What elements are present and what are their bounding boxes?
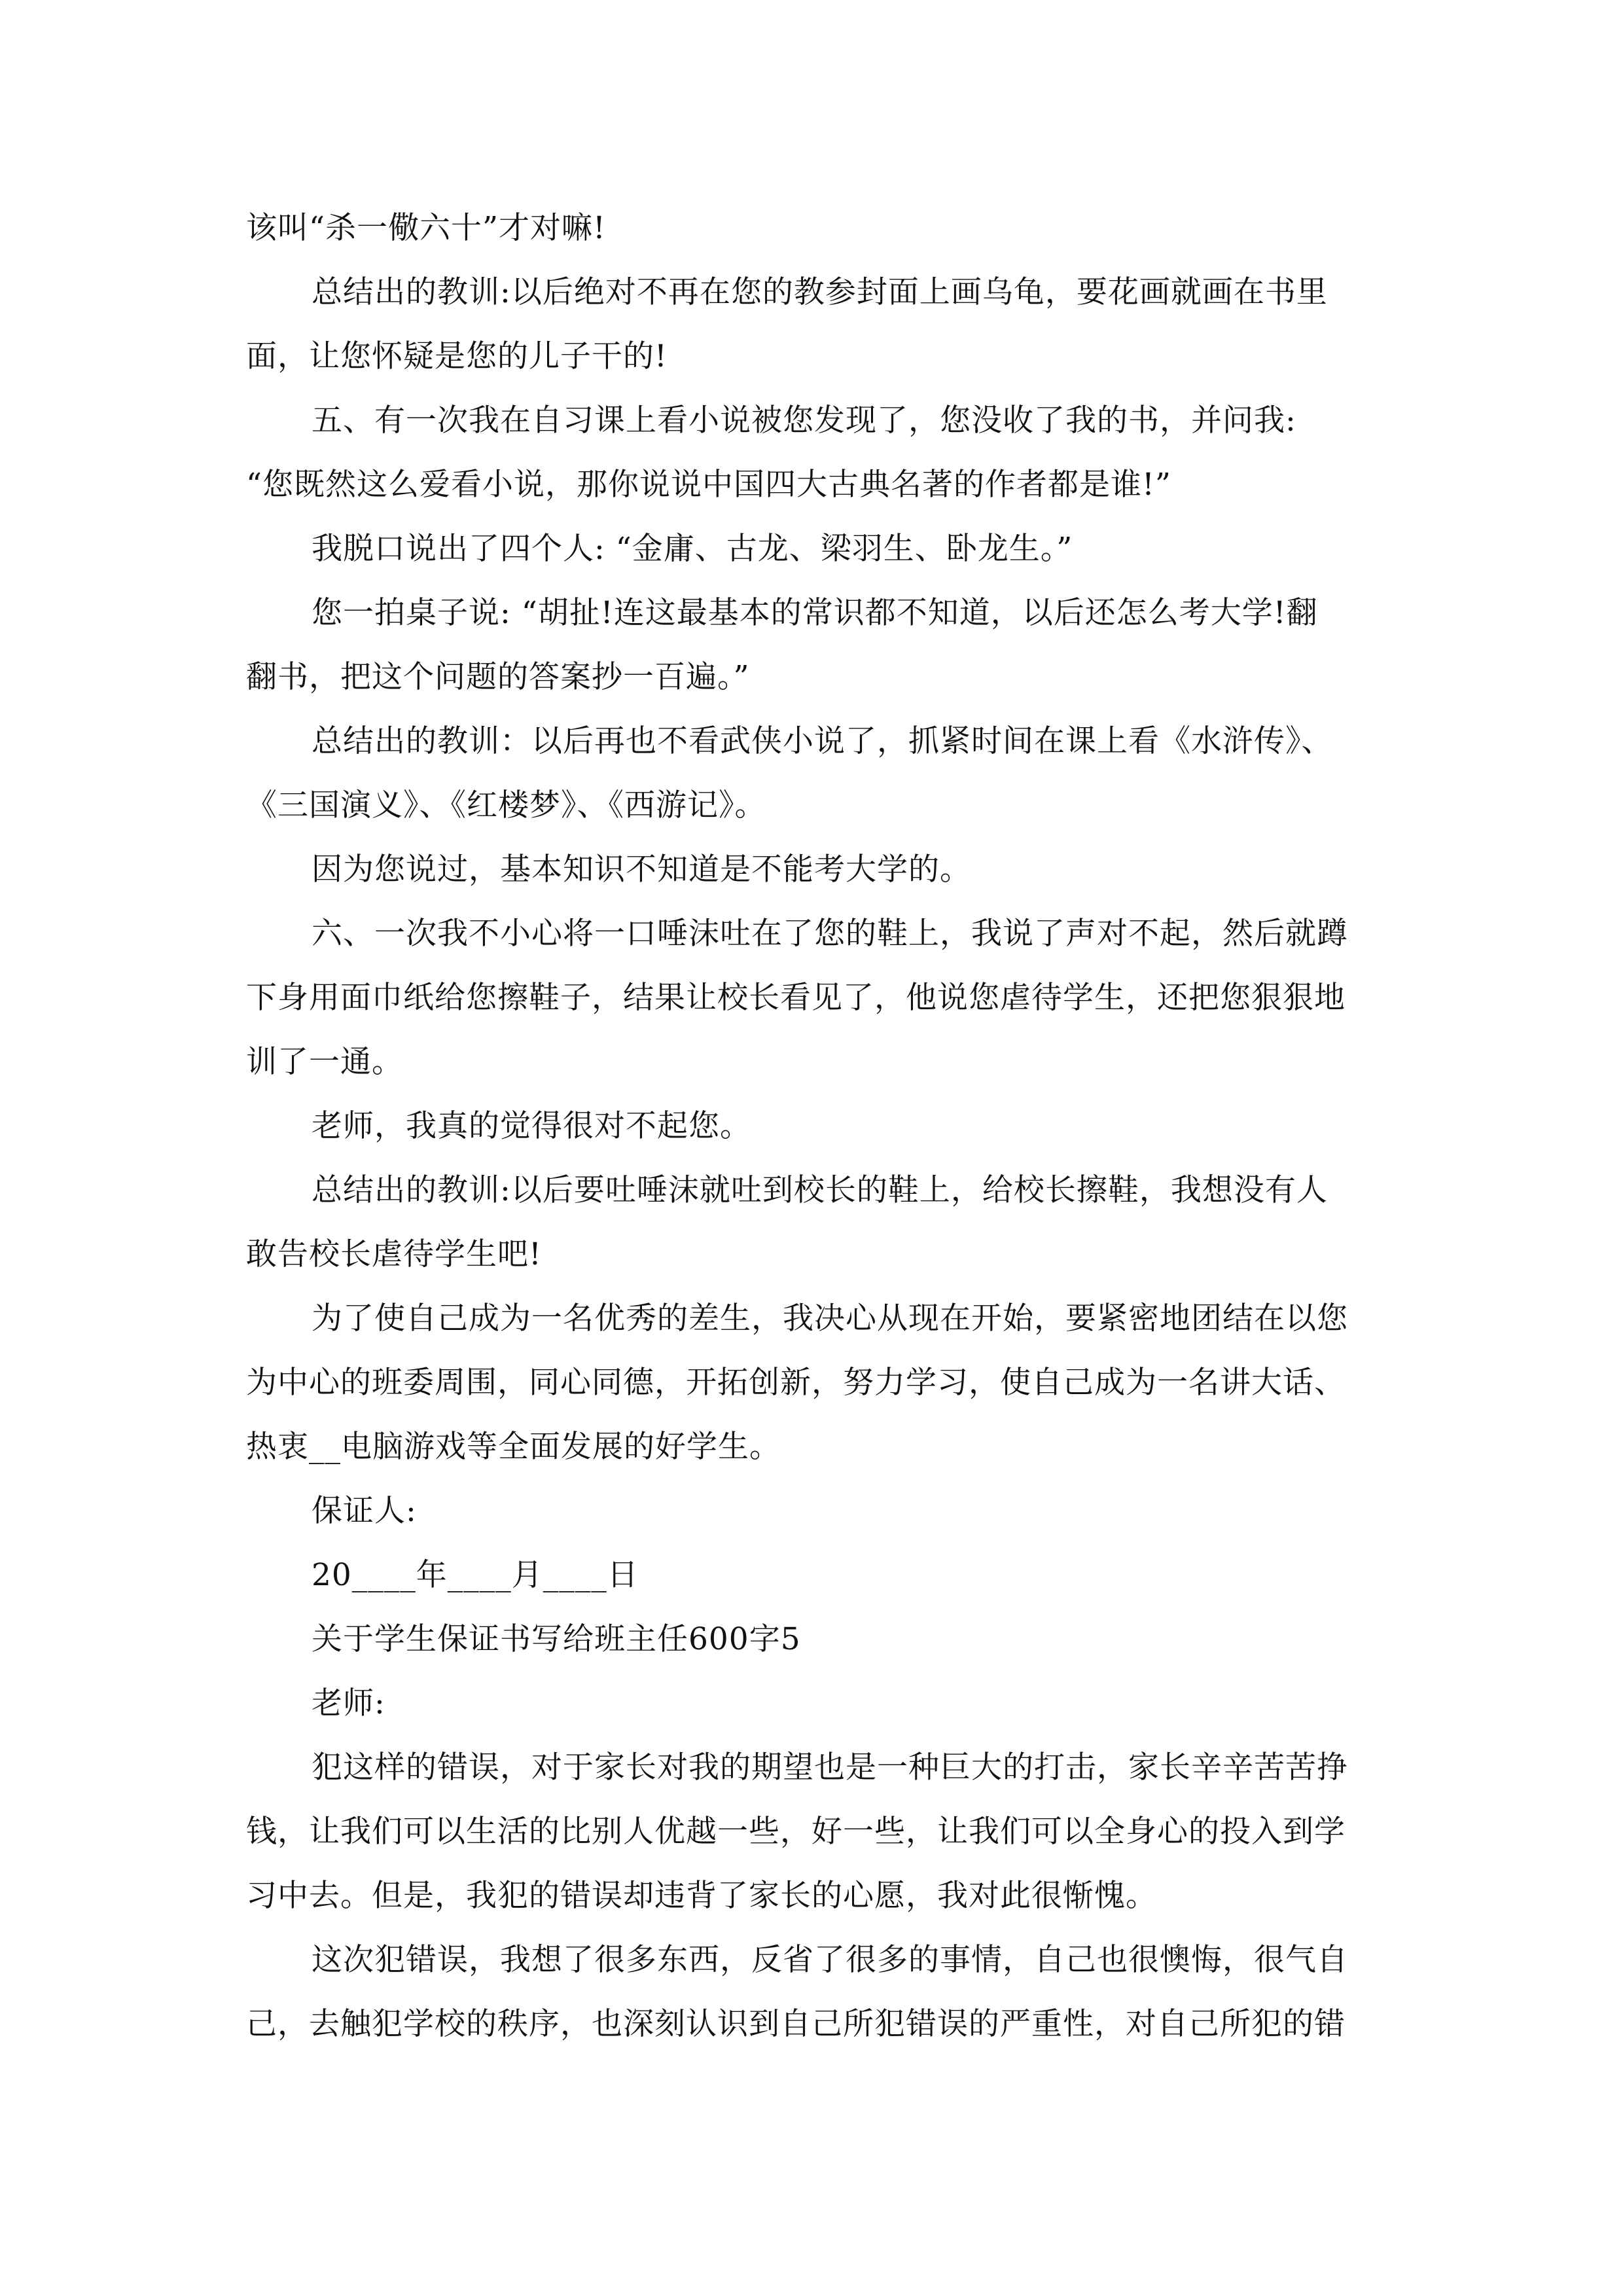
text-line: 总结出的教训：以后再也不看武侠小说了，抓紧时间在课上看《水浒传》、: [312, 723, 1333, 759]
text-line: 总结出的教训:以后要吐唾沫就吐到校长的鞋上，给校长擦鞋，我想没有人: [312, 1172, 1328, 1208]
text-line: 总结出的教训:以后绝对不再在您的教参封面上画乌龟，要花画就画在书里: [312, 274, 1328, 310]
text-line: 热衷__电脑游戏等全面发展的好学生。: [246, 1429, 781, 1465]
text-line: 五、有一次我在自习课上看小说被您发现了，您没收了我的书，并问我:: [312, 403, 1296, 439]
text-line: 钱，让我们可以生活的比别人优越一些，好一些，让我们可以全身心的投入到学: [246, 1814, 1346, 1850]
text-line: 为了使自己成为一名优秀的差生，我决心从现在开始，要紧密地团结在以您: [312, 1300, 1348, 1336]
text-line: 老师，我真的觉得很对不起您。: [312, 1108, 751, 1144]
text-line: 面，让您怀疑是您的儿子干的!: [246, 338, 668, 374]
text-line: 犯这样的错误，对于家长对我的期望也是一种巨大的打击，家长辛辛苦苦挣: [312, 1749, 1348, 1785]
text-line: 训了一通。: [246, 1044, 403, 1080]
text-line: “您既然这么爱看小说，那你说说中国四大古典名著的作者都是谁!”: [246, 467, 1171, 503]
text-line: 我脱口说出了四个人: “金庸、古龙、梁羽生、卧龙生。”: [312, 531, 1073, 567]
guarantor-label: 保证人:: [312, 1493, 417, 1529]
text-line: 己，去触犯学校的秩序，也深刻认识到自己所犯错误的严重性，对自己所犯的错: [246, 2006, 1346, 2042]
text-line: 六、一次我不小心将一口唾沫吐在了您的鞋上，我说了声对不起，然后就蹲: [312, 916, 1348, 952]
salutation: 老师:: [312, 1685, 385, 1721]
text-line: 该叫“杀一儆六十”才对嘛!: [246, 210, 606, 246]
text-line: 为中心的班委周围，同心同德，开拓创新，努力学习，使自己成为一名讲大话、: [246, 1365, 1346, 1401]
date-line: 20____年____月____日: [312, 1557, 639, 1593]
text-line: 这次犯错误，我想了很多东西，反省了很多的事情，自己也很懊悔，很气自: [312, 1942, 1348, 1978]
text-line: 翻书，把这个问题的答案抄一百遍。”: [246, 659, 750, 695]
text-line: 敢告校长虐待学生吧!: [246, 1236, 542, 1272]
section-title: 关于学生保证书写给班主任600字5: [312, 1621, 801, 1657]
text-line: 下身用面巾纸给您擦鞋子，结果让校长看见了，他说您虐待学生，还把您狠狠地: [246, 980, 1346, 1016]
text-line: 您一拍桌子说: “胡扯!连这最基本的常识都不知道，以后还怎么考大学!翻: [312, 595, 1318, 631]
text-line: 《三国演义》、《红楼梦》、《西游记》。: [246, 787, 766, 823]
document-body: [246, 196, 1385, 2056]
text-line: 习中去。但是，我犯的错误却违背了家长的心愿，我对此很惭愧。: [246, 1878, 1157, 1914]
text-line: 因为您说过，基本知识不知道是不能考大学的。: [312, 852, 971, 888]
